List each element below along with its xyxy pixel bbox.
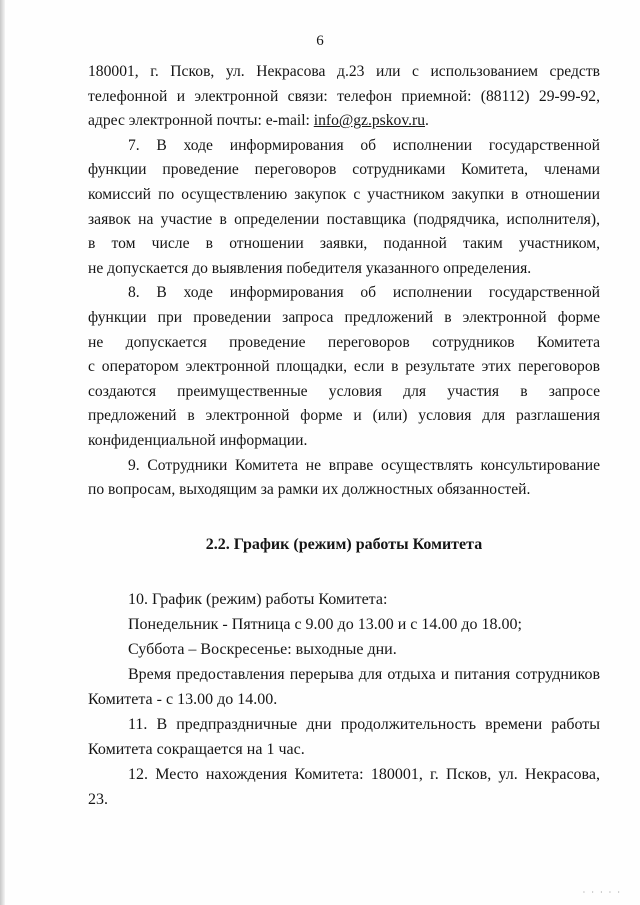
address-line-3-prefix: адрес электронной почты: e-mail:	[88, 112, 314, 130]
address-line-3	[88, 109, 600, 134]
address-paragraph	[88, 60, 600, 134]
paragraph-12-line-2: 23.	[88, 791, 108, 809]
scan-edge-shadow	[0, 0, 5, 905]
paragraph-8-line-1: 8. В ходе информирования об исполнении государственной	[128, 284, 600, 302]
address-line-3-suffix: .	[425, 112, 429, 130]
paragraph-8-line-4: с оператором электронной площадки, если в результате этих переговоров	[88, 358, 600, 376]
email-link[interactable]: info@gz.pskov.ru	[313, 112, 425, 130]
paragraph-7-line-4: заявок на участие в определении поставщика (подрядчика, исполнителя),	[88, 210, 600, 228]
section-heading: 2.2. График (режим) работы Комитета	[205, 535, 483, 553]
schedule-block	[88, 587, 600, 812]
address-line-2: телефонной и электронной связи: телефон приемной: (88112) 29-99-92,	[88, 87, 600, 105]
address-line-1: 180001, г. Псков, ул. Некрасова д.23 или с использованием средств	[88, 63, 600, 80]
paragraph-7-line-3: комиссий по осуществлению закупок с участником закупки в отношении	[88, 185, 600, 203]
paragraph-8-line-7: конфиденциальной информации.	[88, 431, 308, 449]
paragraph-9	[88, 454, 600, 503]
paragraph-9-line-2: по вопросам, выходящим за рамки их должностных обязанностей.	[88, 481, 531, 499]
schedule-break-line-2: Комитета - с 13.00 до 14.00.	[88, 691, 278, 709]
paragraph-9-line-1: 9. Сотрудники Комитета не вправе осуществлять консультирование	[128, 456, 600, 474]
schedule-weekdays: Понедельник - Пятница с 9.00 до 13.00 и с 14.00 до 18.00;	[128, 616, 522, 634]
paragraph-7	[88, 134, 600, 282]
page-number: 6	[316, 33, 324, 49]
paragraph-8-line-6: предложений в электронной форме и (или) условия для разглашения	[88, 407, 600, 425]
paragraph-7-line-1: 7. В ходе информирования об исполнении государственной	[128, 136, 600, 154]
scan-artifact-dots: · · · · ·	[582, 888, 622, 897]
paragraph-7-line-2: функции проведение переговоров сотрудниками Комитета, членами	[88, 161, 600, 179]
paragraph-11-line-1: 11. В предпраздничные дни продолжительность времени работы	[128, 716, 600, 734]
paragraph-8-line-3: не допускается проведение переговоров сотрудников Комитета	[88, 333, 600, 351]
paragraph-7-line-6: не допускается до выявления победителя указанного определения.	[88, 259, 532, 277]
paragraph-8	[88, 281, 600, 453]
paragraph-11-line-2: Комитета сокращается на 1 час.	[88, 741, 305, 759]
schedule-break-line-1: Время предоставления перерыва для отдыха и питания сотрудников	[128, 666, 600, 684]
paragraph-12-line-1: 12. Место нахождения Комитета: 180001, г. Псков, ул. Некрасова,	[128, 766, 600, 784]
schedule-weekend: Суббота – Воскресенье: выходные дни.	[128, 641, 397, 659]
schedule-title: 10. График (режим) работы Комитета:	[128, 591, 388, 609]
paragraph-7-line-5: в том числе в отношении заявки, поданной таким участником,	[88, 235, 600, 253]
paragraph-8-line-2: функции при проведении запроса предложений в электронной форме	[88, 308, 600, 326]
document-body	[88, 60, 600, 812]
paragraph-8-line-5: создаются преимущественные условия для участия в запросе	[88, 382, 600, 400]
